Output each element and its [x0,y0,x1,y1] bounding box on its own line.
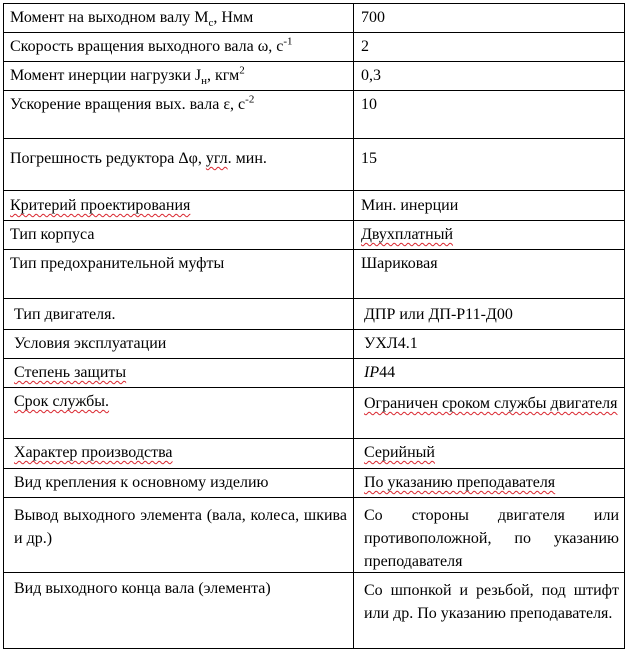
param-cell [3,438,354,468]
value-cell [354,3,625,32]
param-label: Характер производства [14,444,173,461]
table-row [3,329,625,358]
value-cell [354,438,625,468]
value-cell [354,358,625,387]
value-cell [354,468,625,497]
param-value: Мин. инерции [361,197,459,214]
param-cell [3,387,354,438]
value-cell [354,329,625,358]
param-value: По указанию преподавателя [364,474,556,491]
param-value: Ограничен сроком службы двигателя [364,395,618,412]
param-label: Тип предохранительной муфты [10,255,225,272]
value-cell [354,90,625,138]
param-value: IP44 [364,364,396,381]
table-row [3,572,625,648]
table-row [3,3,625,32]
param-value: ДПР или ДП-Р11-Д00 [364,306,513,323]
table-row [3,468,625,497]
param-cell [3,249,354,298]
param-value: УХЛ4.1 [364,335,418,352]
param-cell [3,32,354,61]
table-row [3,387,625,438]
param-label: Скорость вращения выходного вала ω, $с^{-1}$ [10,35,293,55]
param-cell [3,90,354,138]
value-cell [354,387,625,438]
param-label: Вывод выходного элемента (вала, колеса, шкива и др.) [14,507,347,547]
table-row [3,138,625,190]
value-cell [354,572,625,648]
table-row [3,90,625,138]
param-cell [3,220,354,249]
value-cell [354,298,625,329]
value-cell [354,497,625,572]
param-cell [3,61,354,90]
param-label: Ускорение вращения вых. вала ε, $с^{-2}$ [10,93,255,113]
param-cell [3,497,354,572]
param-label: Условия эксплуатации [14,335,167,352]
param-label: Погрешность редуктора Δφ, угл. мин. [10,150,267,167]
table-row [3,497,625,572]
table-row [3,358,625,387]
param-label: Момент инерции нагрузки $J_н$, кгм$^2$ [10,64,245,88]
value-cell [354,32,625,61]
value-cell [354,61,625,90]
param-cell [3,358,354,387]
table-row [3,220,625,249]
spec-table [3,3,625,649]
param-cell [3,190,354,220]
param-label: Срок службы. [14,393,110,410]
table-row [3,249,625,298]
param-value: 2 [361,38,369,55]
param-cell [3,3,354,32]
param-value: 0,3 [361,67,381,84]
value-cell [354,138,625,190]
param-value: Шариковая [361,255,438,272]
param-value: 10 [361,96,377,113]
param-value: Серийный [364,444,435,461]
param-label: Момент на выходном валу $M_c$, Нмм [10,9,254,30]
param-cell [3,572,354,648]
param-cell [3,298,354,329]
param-label: Тип двигателя. [14,306,116,323]
table-row [3,61,625,90]
param-label: Вид выходного конца вала (элемента) [14,580,271,597]
table-row [3,298,625,329]
value-cell [354,190,625,220]
value-cell [354,220,625,249]
param-value: Двухплатный [361,226,454,243]
param-cell [3,468,354,497]
param-label: Тип корпуса [10,226,95,243]
param-value: 15 [361,150,377,167]
param-cell [3,329,354,358]
param-cell [3,138,354,190]
param-value: 700 [361,9,385,26]
param-value: Со шпонкой и резьбой, под штифт или др. По указанию преподавателя. [364,582,619,622]
value-cell [354,249,625,298]
param-value: Со стороны двигателя или противоположной, по указанию преподавателя [364,507,619,570]
table-row [3,32,625,61]
table-row [3,190,625,220]
param-label: Вид крепления к основному изделию [14,474,269,491]
param-label: Критерий проектирования [10,197,191,214]
table-row [3,438,625,468]
param-label: Степень защиты [14,364,127,381]
